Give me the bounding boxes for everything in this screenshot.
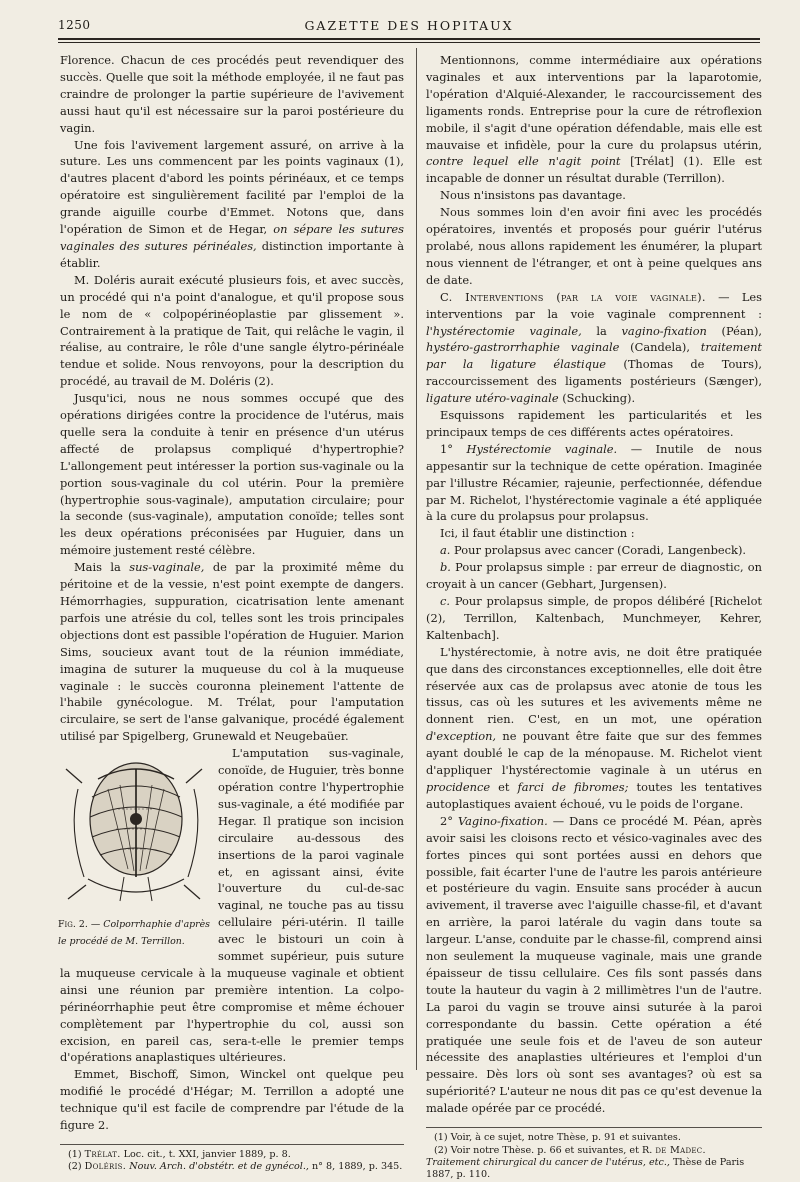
text-run: (Thomas de Tours), raccourcissement des ligaments postérieurs (Sænger), bbox=[426, 357, 762, 389]
footnote-source: Nouv. Arch. d'obstétr. et de gynécol., bbox=[129, 1161, 309, 1173]
italic-run: sus-vaginale, bbox=[129, 560, 205, 575]
paragraph bbox=[426, 441, 762, 526]
paragraph: Esquissons rapidement les particularités et les principaux temps de ces différents actes opératoires. bbox=[426, 408, 762, 439]
section-heading: Hystérectomie vaginale. bbox=[466, 441, 618, 456]
figure-caption-text: — Colporrhaphie d'après le procédé de M. Terrillon. bbox=[58, 919, 210, 948]
paragraph bbox=[60, 559, 404, 745]
footnote-number: (1) bbox=[68, 1149, 82, 1160]
surgical-illustration-icon bbox=[58, 749, 210, 915]
left-column bbox=[60, 52, 404, 1174]
italic-run: on sépare les sutures vaginales des sutures périnéales, bbox=[60, 222, 404, 253]
text-run: Une fois l'avivement largement assuré, on arrive à la suture. Les uns commencent par les points vaginaux (1), d'autres placent d'abord les points périnéaux, et ce temps opératoire est singulièrement facilité par l'emploi de la grande aiguille courbe d'Emmet. Notons que, dans l'opération de Simon et de Hegar, bbox=[60, 137, 404, 237]
list-item bbox=[426, 593, 762, 644]
footnote bbox=[60, 1149, 404, 1161]
column-separator bbox=[416, 48, 417, 1070]
section-heading: Vagino-fixation. bbox=[457, 813, 548, 828]
text-run: — Inutile de nous appesantir sur la technique de cette opération. Imaginée par l'illustre Récamier, rajeunie, perfectionnée, défendue par M. Richelot, l'hystérectomie vaginale a été appliquée à la cure du prolapsus pour prolapsus. bbox=[426, 441, 762, 524]
paragraph: Jusqu'ici, nous ne nous sommes occupé que des opérations dirigées contre la procidence de l'utérus, mais quelle sera la conduite à tenir en présence d'un utérus affecté de prolapsus compliqué d'hypertrophie? L'allongement peut intéresser la portion sus-vaginale ou la portion sous-vaginale du col utérin. Pour la première (hypertrophie sous-vaginale), amputation circulaire; pour la seconde (sus-vaginale), amputation conoïde; telles sont les deux opérations préconisées par Huguier, dans un mémoire justement resté célèbre. bbox=[60, 391, 404, 558]
paragraph: Ici, il faut établir une distinction : bbox=[440, 526, 635, 541]
italic-run: vagino-fixation bbox=[621, 323, 707, 338]
section-heading: C. Interventions (par la voie vaginale). bbox=[440, 289, 706, 304]
text-run: Mais la bbox=[74, 560, 121, 575]
figure bbox=[58, 749, 210, 949]
footnote-number: (2) bbox=[68, 1161, 82, 1173]
list-marker: c. bbox=[440, 594, 451, 608]
journal-title: GAZETTE DES HOPITAUX bbox=[304, 18, 514, 33]
italic-run: traitement par la ligature élastique bbox=[426, 340, 762, 372]
list-marker: a. bbox=[440, 543, 451, 558]
header-rule-thin bbox=[58, 42, 760, 43]
italic-run: contre lequel elle n'agit point bbox=[426, 154, 621, 169]
right-column bbox=[426, 52, 762, 1182]
paragraph bbox=[60, 137, 404, 272]
paragraph bbox=[60, 745, 404, 1066]
text-run: — Les interventions par la voie vaginale comprennent : bbox=[426, 289, 762, 321]
text-run: Pour prolapsus avec cancer (Coradi, Langenbeck). bbox=[454, 543, 747, 558]
section-number: 2° bbox=[440, 813, 453, 828]
text-run: ne pouvant être faite que sur des femmes ayant doublé le cap de la ménopause. M. Richelot vient d'appliquer l'hystérectomie vaginale à un utérus en bbox=[426, 729, 762, 778]
text-run: Mentionnons, comme intermédiaire aux opérations vaginales et aux interventions par la laparotomie, l'opération d'Alquié-Alexander, le raccourcissement des ligaments ronds. Entreprise pour la cure de rétroflexion mobile, il s'agit d'une opération défendable, mais elle est mauvaise et infidèle, pour la cure du prolapsus utérin, bbox=[426, 53, 762, 152]
footnote-author: de Madec. bbox=[655, 1144, 706, 1156]
text-run: [Trélat] (1). Elle est incapable de donner un résultat durable (Terrillon). bbox=[426, 154, 762, 186]
footnote-rule bbox=[426, 1127, 762, 1128]
footnote-text: Voir, à ce sujet, notre Thèse, p. 91 et suivantes. bbox=[450, 1132, 681, 1144]
paragraph bbox=[426, 289, 762, 407]
italic-run: procidence bbox=[426, 779, 491, 794]
list-marker: b. bbox=[440, 560, 451, 575]
footnote-text: Voir notre Thèse. p. 66 et suivantes, et R. bbox=[450, 1144, 653, 1156]
paragraph: Florence. Chacun de ces procédés peut revendiquer des succès. Quelle que soit la méthode employée, il ne faut pas craindre de prolonger la partie supérieure de l'avivement aussi haut qu'il est nécessaire sur la paroi postérieure du vagin. bbox=[60, 53, 404, 135]
italic-run: d'exception, bbox=[426, 729, 497, 744]
footnote bbox=[426, 1132, 762, 1144]
footnote-text: Thèse de Paris 1887, p. 110. bbox=[426, 1156, 745, 1181]
footnote-number: (2) bbox=[434, 1144, 448, 1156]
footnotes bbox=[60, 1149, 404, 1174]
text-run: L'amputation sus-vaginale, conoïde, de Huguier, très bonne opération contre l'hypertrophie sus-vaginale, a été modifiée par Hegar. Il pratique son incision circulaire au-dessous des insertions de la paroi vaginale et, en agissant ainsi, évite l'ouverture du cul-de-sac vaginal, ne touche pas au tissu cellulaire péri-utérin. Il taille avec le bistouri un coin à sommet supérieur, puis suture la muqueuse cervicale à la muqueuse vaginale et obtient ainsi une réunion par première intention. La colpo-périnéorrhaphie peut être compromise et même échouer complètement par l'hypertrophie du col, aussi son excision, en pareil cas, sera-t-elle le premier temps d'opérations anaplastiques ultérieures. bbox=[60, 746, 404, 1065]
paragraph bbox=[426, 813, 762, 1117]
italic-run: farci de fibromes; bbox=[517, 779, 629, 794]
text-run: — Dans ce procédé M. Péan, après avoir saisi les cloisons recto et vésico-vaginales avec des fortes pinces qui sont portées aussi en dehors que possible, fait écarter l'une de l'autre les parois antérieure et postérieure du vagin. Ensuite sans procéder à aucun avivement, il traverse avec l'aiguille chasse-fil, et d'avant en arrière, la paroi latérale du vagin dans toute sa largeur. L'anse, conduite par le chasse-fil, comprend ainsi non seulement la muqueuse vaginale, mais une grande épaisseur de tissu cellulaire. Ces fils sont passés dans toute la hauteur du vagin à 2 millimètres l'un de l'autre. La paroi du vagin se trouve ainsi suturée à la paroi correspondante du bassin. Cette opération a été pratiquée une seule fois et de l'aveu de son auteur nécessite des anaplasties ultérieures et l'emploi d'un pessaire. Dès lors où sont ses avantages? où est sa supériorité? L'auteur ne nous dit pas ce qu'est devenue la malade opérée par ce procédé. bbox=[426, 813, 762, 1116]
paragraph: M. Doléris aurait exécuté plusieurs fois, et avec succès, un procédé qui n'a point d'analogue, et qu'il propose sous le nom de « colpopérinéoplastie par glissement ». Contrairement à la pratique de Tait, qui relâche le vagin, il réalise, au contraire, le rôle d'une sangle élytro-périnéale tendue et solide. Nous renvoyons, pour la description du procédé, au travail de M. Doléris (2). bbox=[60, 272, 404, 389]
footnote-rule bbox=[60, 1144, 404, 1145]
section-number: 1° bbox=[440, 441, 453, 456]
header-rule-thick bbox=[58, 38, 760, 40]
footnote-number: (1) bbox=[434, 1132, 448, 1144]
italic-run: hystéro-gastrorrhaphie vaginale bbox=[426, 340, 620, 355]
paragraph bbox=[426, 644, 762, 813]
footnotes bbox=[426, 1132, 762, 1182]
text-run: Pour prolapsus simple : par erreur de diagnostic, on croyait à un cancer (Gebhart, Jurgensen). bbox=[426, 560, 762, 592]
list-item bbox=[426, 542, 762, 559]
text-run: et bbox=[498, 779, 510, 794]
text-run: distinction importante à établir. bbox=[60, 238, 404, 270]
footnote bbox=[60, 1161, 404, 1173]
italic-run: l'hystérectomie vaginale, bbox=[426, 323, 582, 338]
paragraph: Nous sommes loin d'en avoir fini avec les procédés opératoires, inventés et proposés pour guérir l'utérus prolabé, nous allons rapidement les énumérer, la plupart nous viennent de l'étranger, et ont à peine quelques ans de date. bbox=[426, 205, 762, 287]
page-number: 1250 bbox=[58, 18, 91, 32]
figure-caption bbox=[58, 919, 210, 947]
text-run: Pour prolapsus simple, de propos délibéré [Richelot (2), Terrillon, Kaltenbach, Munchmeyer, Kehrer, Kaltenbach]. bbox=[426, 594, 762, 642]
footnote-source: Traitement chirurgical du cancer de l'utérus, etc., bbox=[426, 1156, 670, 1168]
figure-label: Fig. 2. bbox=[58, 919, 88, 931]
paragraph: Nous n'insistons pas davantage. bbox=[440, 188, 626, 203]
footnote-author: Trélat. bbox=[84, 1149, 121, 1160]
list-item bbox=[426, 559, 762, 593]
text-run: la bbox=[596, 323, 607, 338]
paragraph: Emmet, Bischoff, Simon, Winckel ont quelque peu modifié le procédé d'Hégar; M. Terrillon a adopté une technique qu'il est facile de comprendre par l'étude de la figure 2. bbox=[60, 1067, 404, 1133]
page-header bbox=[58, 14, 760, 36]
text-run: (Candela), bbox=[630, 340, 690, 355]
footnote-text: Loc. cit., t. XXI, janvier 1889, p. 8. bbox=[123, 1149, 291, 1160]
footnote-text: n° 8, 1889, p. 345. bbox=[311, 1161, 403, 1173]
text-run: de par la proximité même du péritoine et de la vessie, n'est point exempte de dangers. Hémorrhagies, suppuration, cicatrisation lente amenant parfois une atrésie du col, telles sont les trois principales objections dont est passible l'opération de Huguier. Marion Sims, soucieux avant tout de la réunion immédiate, imagina de suturer la muqueuse du col à la muqueuse vaginale : le succès couronna pleinement l'attente de l'habile gynécologue. M. Trélat, pour l'amputation circulaire, se sert de l'anse galvanique, procédé également utilisé par Spigelberg, Grunewald et Neugebaüer. bbox=[60, 560, 405, 744]
paragraph bbox=[426, 52, 762, 187]
italic-run: ligature utéro-vaginale bbox=[426, 391, 559, 406]
text-run: (Schucking). bbox=[562, 391, 636, 406]
text-run: toutes les tentatives autoplastiques avaient échoué, vu le poids de l'organe. bbox=[426, 779, 762, 811]
footnote bbox=[426, 1145, 762, 1182]
text-run: (Péan), bbox=[721, 323, 763, 338]
footnote-author: Doléris. bbox=[84, 1161, 127, 1173]
text-run: L'hystérectomie, à notre avis, ne doit être pratiquée que dans des circonstances exceptionnelles, elle doit être réservée aux cas de prolapsus avec atonie de tous les tissus, cas où les sutures et les avivements même ne donnent rien. C'est, en un mot, une opération bbox=[426, 644, 762, 727]
